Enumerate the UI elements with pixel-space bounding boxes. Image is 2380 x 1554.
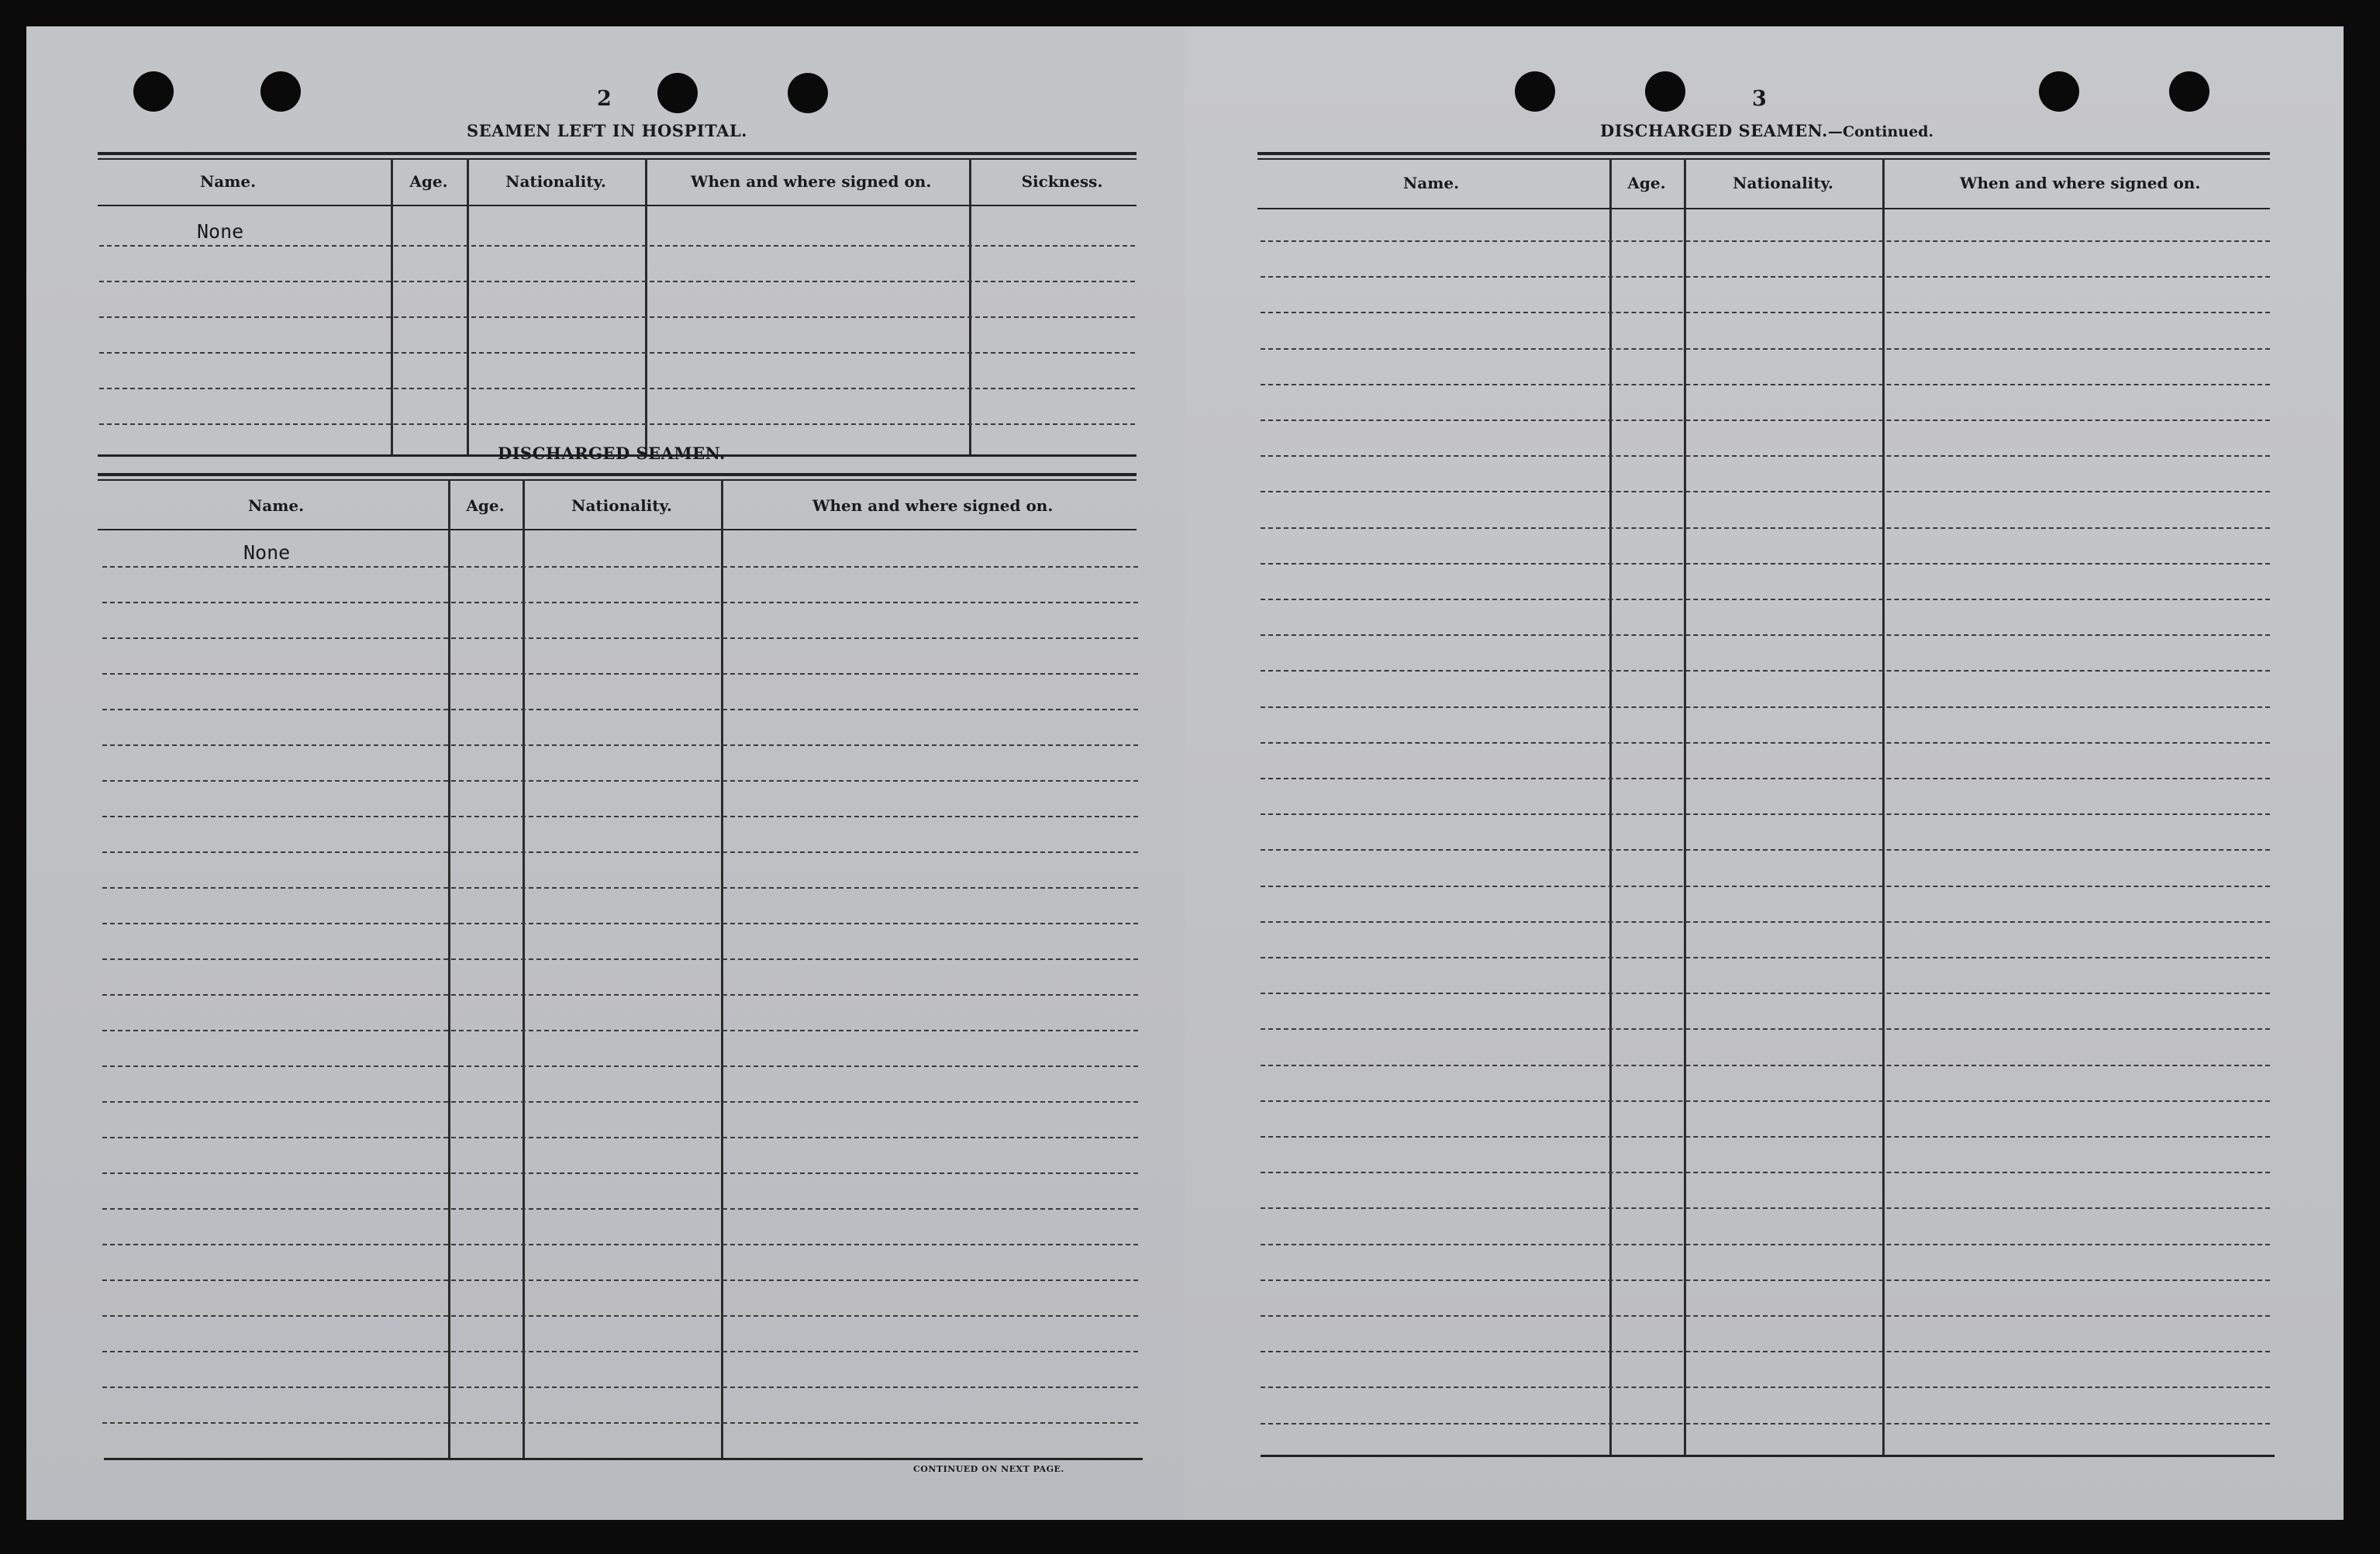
ruled-line	[1261, 276, 2270, 278]
ruled-line	[1261, 348, 2270, 350]
ruled-line	[1261, 1315, 2270, 1317]
ruled-line	[99, 423, 1135, 425]
ruled-line	[1261, 420, 2270, 421]
punch-hole-icon	[133, 71, 174, 112]
ruled-line	[102, 566, 1138, 568]
ruled-line	[102, 1137, 1138, 1138]
table-bottom-rule	[104, 1458, 1143, 1460]
ruled-line	[1261, 312, 2270, 313]
column-divider	[1684, 158, 1686, 1455]
ruled-line	[102, 637, 1138, 639]
ruled-line	[1261, 491, 2270, 492]
ruled-line	[102, 1101, 1138, 1103]
ruled-line	[1261, 1136, 2270, 1138]
column-header: Nationality.	[1733, 174, 1833, 192]
ruled-line	[1261, 670, 2270, 672]
ruled-line	[102, 709, 1138, 710]
ruled-line	[102, 602, 1138, 603]
discharged-section-title: DISCHARGED SEAMEN.	[498, 444, 726, 463]
column-header: Name.	[199, 172, 257, 191]
ruled-line	[1261, 813, 2270, 815]
column-divider	[969, 158, 971, 454]
ruled-line	[1261, 706, 2270, 708]
ruled-line	[1261, 240, 2270, 242]
table-top-rule	[98, 479, 1137, 481]
hospital-section-title: SEAMEN LEFT IN HOSPITAL.	[467, 121, 747, 140]
table-top-rule	[1257, 158, 2270, 160]
column-header: Name.	[1402, 174, 1460, 192]
punch-hole-icon	[260, 71, 301, 112]
column-header: Age.	[409, 172, 448, 191]
right-page	[1185, 26, 2344, 1520]
ruled-line	[1261, 993, 2270, 994]
ruled-line	[1261, 849, 2270, 851]
ruled-line	[102, 1351, 1138, 1352]
ruled-line	[99, 316, 1135, 318]
table-top-rule	[1257, 152, 2270, 155]
ruled-line	[102, 744, 1138, 746]
header-rule	[98, 529, 1137, 530]
ruled-line	[1261, 1100, 2270, 1102]
section-title-suffix: —Continued.	[1827, 123, 1934, 140]
header-rule	[98, 205, 1137, 206]
punch-hole-icon	[2169, 71, 2209, 112]
header-rule	[1257, 208, 2270, 209]
ruled-line	[102, 1422, 1138, 1424]
column-header: Nationality.	[505, 172, 606, 191]
table-top-rule	[98, 158, 1137, 160]
ruled-line	[102, 816, 1138, 817]
column-divider	[391, 158, 393, 454]
table-bottom-rule	[1261, 1455, 2275, 1457]
ruled-line	[1261, 599, 2270, 600]
punch-hole-icon	[1515, 71, 1555, 112]
ruled-line	[102, 1387, 1138, 1388]
page-number: 2	[597, 87, 612, 111]
table-top-rule	[98, 152, 1137, 155]
ruled-line	[102, 994, 1138, 996]
left-page	[26, 26, 1185, 1520]
column-header: When and where signed on.	[1960, 174, 2201, 192]
ruled-line	[102, 851, 1138, 853]
ruled-line	[1261, 1172, 2270, 1173]
column-header: When and where signed on.	[691, 172, 932, 191]
column-header: Name.	[247, 496, 305, 515]
ruled-line	[102, 1315, 1138, 1317]
ruled-line	[99, 245, 1135, 247]
ruled-line	[1261, 1207, 2270, 1209]
column-divider	[523, 479, 525, 1458]
continued-footnote: CONTINUED ON NEXT PAGE.	[913, 1464, 1064, 1474]
discharged-entry: None	[243, 541, 291, 564]
punch-hole-icon	[657, 73, 698, 113]
ruled-line	[1261, 1387, 2270, 1388]
punch-hole-icon	[2039, 71, 2079, 112]
ruled-line	[102, 887, 1138, 889]
ruled-line	[1261, 1279, 2270, 1281]
ruled-line	[1261, 957, 2270, 958]
ruled-line	[1261, 1423, 2270, 1424]
column-header: Age.	[1627, 174, 1666, 192]
ruled-line	[102, 958, 1138, 960]
ruled-line	[1261, 886, 2270, 887]
ruled-line	[99, 281, 1135, 282]
column-divider	[721, 479, 723, 1458]
ruled-line	[102, 1208, 1138, 1210]
hospital-entry: None	[197, 220, 244, 243]
ruled-line	[1261, 634, 2270, 636]
ruled-line	[102, 1172, 1138, 1174]
ruled-line	[99, 352, 1135, 354]
column-divider	[448, 479, 450, 1458]
ruled-line	[1261, 778, 2270, 779]
ruled-line	[1261, 742, 2270, 744]
column-header: Age.	[466, 496, 505, 515]
ruled-line	[1261, 1028, 2270, 1030]
ruled-line	[102, 1030, 1138, 1031]
ruled-line	[1261, 563, 2270, 565]
continued-section-title	[1600, 121, 1933, 140]
column-divider	[1609, 158, 1612, 1455]
ruled-line	[102, 673, 1138, 675]
ruled-line	[1261, 1244, 2270, 1245]
ruled-line	[1261, 1065, 2270, 1066]
ruled-line	[1261, 384, 2270, 385]
column-divider	[1882, 158, 1885, 1455]
ruled-line	[1261, 1351, 2270, 1352]
ruled-line	[1261, 921, 2270, 923]
column-divider	[467, 158, 469, 454]
ruled-line	[102, 780, 1138, 782]
section-title-main: DISCHARGED SEAMEN.	[1600, 121, 1828, 140]
table-top-rule	[98, 473, 1137, 476]
ruled-line	[102, 1279, 1138, 1281]
ruled-line	[102, 923, 1138, 924]
page-number: 3	[1752, 87, 1767, 111]
ruled-line	[102, 1065, 1138, 1067]
ruled-line	[1261, 455, 2270, 457]
ruled-line	[102, 1244, 1138, 1245]
column-header: Sickness.	[1021, 172, 1103, 191]
column-header: Nationality.	[571, 496, 672, 515]
ruled-line	[1261, 527, 2270, 529]
column-header: When and where signed on.	[812, 496, 1054, 515]
punch-hole-icon	[1645, 71, 1685, 112]
punch-hole-icon	[788, 73, 828, 113]
column-divider	[645, 158, 647, 454]
ruled-line	[99, 388, 1135, 389]
